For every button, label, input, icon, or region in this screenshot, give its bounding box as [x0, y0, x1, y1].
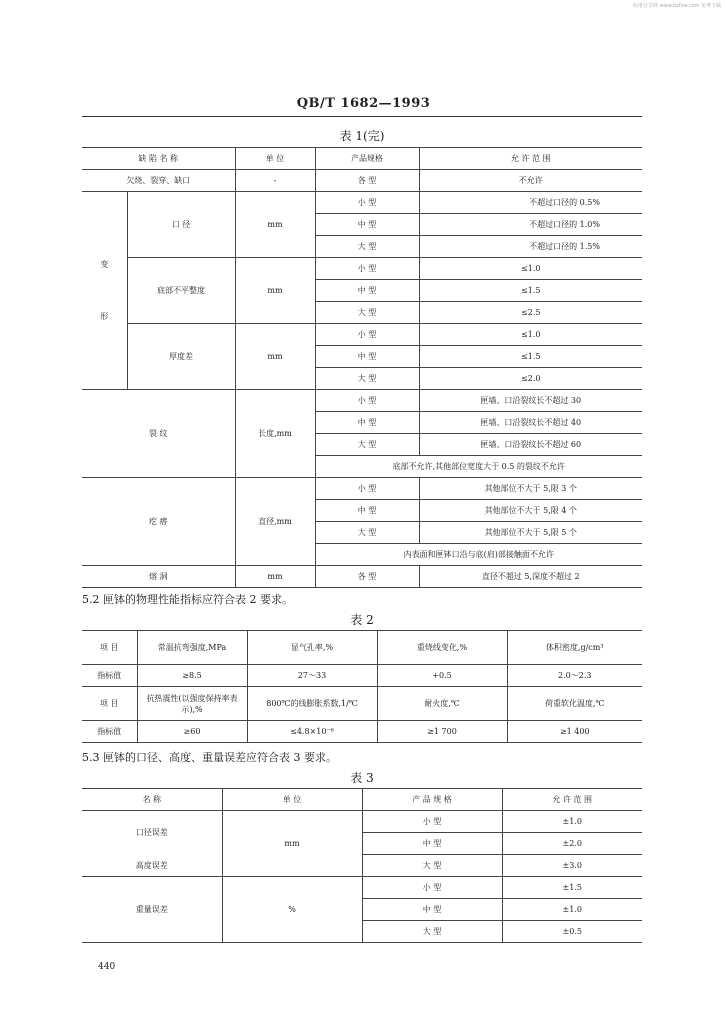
value: +0.5 — [377, 665, 507, 687]
tolerance: ±0.5 — [502, 921, 642, 943]
unit: mm — [235, 192, 315, 258]
table-row — [82, 631, 642, 665]
header-cell: 单 位 — [235, 148, 315, 170]
allowance: 不允许 — [419, 170, 642, 192]
tolerance: ±1.0 — [502, 811, 642, 833]
table-row — [82, 148, 642, 170]
defect-name: 底部不平整度 — [127, 258, 235, 324]
spec: 小 型 — [315, 192, 419, 214]
spec: 小 型 — [315, 324, 419, 346]
spec: 中 型 — [315, 346, 419, 368]
allowance: ≤1.0 — [419, 258, 642, 280]
allowance: 不超过口径的 1.5% — [419, 236, 642, 258]
unit: 长度,mm — [235, 390, 315, 478]
table-row — [82, 721, 642, 743]
property: 重烧线变化,% — [377, 631, 507, 665]
allowance: 其他部位不大于 5,限 4 个 — [419, 500, 642, 522]
spec: 小 型 — [362, 877, 502, 899]
table-row — [82, 811, 642, 833]
defect-name: 厚度差 — [127, 324, 235, 390]
tolerance: ±2.0 — [502, 833, 642, 855]
header-cell: 允 许 范 围 — [419, 148, 642, 170]
allowance: ≤1.5 — [419, 346, 642, 368]
defect-table — [82, 147, 642, 588]
allowance: ≤2.0 — [419, 368, 642, 390]
table2-caption: 表 2 — [350, 613, 374, 627]
value: ≥1 700 — [377, 721, 507, 743]
table-row — [82, 687, 642, 721]
table-row — [82, 390, 642, 412]
clause-5-3: 5.3 匣钵的口径、高度、重量误差应符合表 3 要求。 — [82, 751, 337, 764]
spec: 中 型 — [315, 500, 419, 522]
clause-5-2: 5.2 匣钵的物理性能指标应符合表 2 要求。 — [82, 593, 293, 606]
note: 底部不允许,其他部位宽度大于 0.5 的裂纹不允许 — [315, 456, 642, 478]
tolerance-table — [82, 788, 642, 943]
allowance: 匣墙、口沿裂纹长不超过 30 — [419, 390, 642, 412]
property: 常温抗弯强度,MPa — [137, 631, 247, 665]
defect-name: 裂 纹 — [82, 390, 235, 478]
allowance: 其他部位不大于 5,限 3 个 — [419, 478, 642, 500]
property: 耐火度,℃ — [377, 687, 507, 721]
table-row — [82, 665, 642, 687]
deform-char: 变 — [100, 259, 109, 269]
table-row — [82, 324, 642, 346]
note: 内表面和匣钵口沿与底(肩)部接触面不允许 — [315, 544, 642, 566]
table-row — [82, 192, 642, 214]
allowance: ≤1.0 — [419, 324, 642, 346]
allowance: 直径不超过 5,深度不超过 2 — [419, 566, 642, 588]
spec: 小 型 — [315, 258, 419, 280]
item-label: 项 目 — [82, 687, 137, 721]
unit: 直径,mm — [235, 478, 315, 566]
spec: 中 型 — [315, 412, 419, 434]
header-cell: 单 位 — [222, 789, 362, 811]
spec: 中 型 — [315, 280, 419, 302]
spec: 各 型 — [315, 170, 419, 192]
spec: 大 型 — [315, 236, 419, 258]
table-row — [82, 258, 642, 280]
table-row — [82, 566, 642, 588]
unit: mm — [235, 566, 315, 588]
unit: mm — [235, 324, 315, 390]
property: 荷重软化温度,℃ — [507, 687, 642, 721]
physical-properties-table — [82, 630, 642, 743]
spec: 中 型 — [362, 833, 502, 855]
header-cell: 产品规格 — [315, 148, 419, 170]
spec: 各 型 — [315, 566, 419, 588]
table-row — [82, 855, 642, 877]
header-cell: 允 许 范 围 — [502, 789, 642, 811]
deform-char: 形 — [100, 311, 109, 321]
spec: 大 型 — [362, 855, 502, 877]
error-name: 口径误差 — [82, 811, 222, 855]
allowance: ≤2.5 — [419, 302, 642, 324]
value-label: 指标值 — [82, 721, 137, 743]
allowance: 其他部位不大于 5,限 5 个 — [419, 522, 642, 544]
table-row — [82, 478, 642, 500]
allowance: 匣墙、口沿裂纹长不超过 40 — [419, 412, 642, 434]
spec: 小 型 — [362, 811, 502, 833]
value: ≥60 — [137, 721, 247, 743]
spec: 小 型 — [315, 390, 419, 412]
spec: 大 型 — [315, 368, 419, 390]
defect-name: 熔 洞 — [82, 566, 235, 588]
value: 2.0～2.3 — [507, 665, 642, 687]
property: 体积密度,g/cm³ — [507, 631, 642, 665]
allowance: 不超过口径的 1.0% — [419, 214, 642, 236]
unit: % — [222, 877, 362, 943]
spec: 大 型 — [362, 921, 502, 943]
unit: - — [235, 170, 315, 192]
standard-number-header: QB/T 1682—1993 — [296, 96, 431, 111]
tolerance: ±3.0 — [502, 855, 642, 877]
unit: mm — [222, 811, 362, 877]
tolerance: ±1.5 — [502, 877, 642, 899]
value: 27～33 — [247, 665, 377, 687]
defect-name: 欠烧、裂穿、缺口 — [82, 170, 235, 192]
spec: 小 型 — [315, 478, 419, 500]
allowance: ≤1.5 — [419, 280, 642, 302]
table1-caption: 表 1(完) — [339, 129, 385, 143]
spec: 中 型 — [315, 214, 419, 236]
allowance: 匣墙、口沿裂纹长不超过 60 — [419, 434, 642, 456]
header-rule — [82, 116, 642, 117]
deform-label — [82, 192, 127, 390]
property: 显气孔率,% — [247, 631, 377, 665]
table-row — [82, 789, 642, 811]
property: 抗热震性(以强度保持率表示),% — [137, 687, 247, 721]
watermark: 标准分享网 www.bzfxw.com 免费下载 — [633, 3, 721, 9]
header-cell: 名 称 — [82, 789, 222, 811]
allowance: 不超过口径的 0.5% — [419, 192, 642, 214]
table3-caption: 表 3 — [350, 771, 374, 785]
spec: 中 型 — [362, 899, 502, 921]
error-name: 高度误差 — [82, 855, 222, 877]
table-row — [82, 877, 642, 899]
error-name: 重量误差 — [82, 877, 222, 943]
property: 800℃的线膨胀系数,1/℃ — [247, 687, 377, 721]
defect-name: 疙 瘩 — [82, 478, 235, 566]
spec: 大 型 — [315, 522, 419, 544]
header-cell: 产 品 规 格 — [362, 789, 502, 811]
unit: mm — [235, 258, 315, 324]
table-row — [82, 170, 642, 192]
page-number: 440 — [98, 962, 116, 972]
item-label: 项 目 — [82, 631, 137, 665]
defect-name: 口 径 — [127, 192, 235, 258]
value-label: 指标值 — [82, 665, 137, 687]
tolerance: ±1.0 — [502, 899, 642, 921]
header-cell: 缺 陷 名 称 — [82, 148, 235, 170]
value: ≥1 400 — [507, 721, 642, 743]
value: ≥8.5 — [137, 665, 247, 687]
spec: 大 型 — [315, 302, 419, 324]
value: ≤4.8×10⁻⁶ — [247, 721, 377, 743]
spec: 大 型 — [315, 434, 419, 456]
